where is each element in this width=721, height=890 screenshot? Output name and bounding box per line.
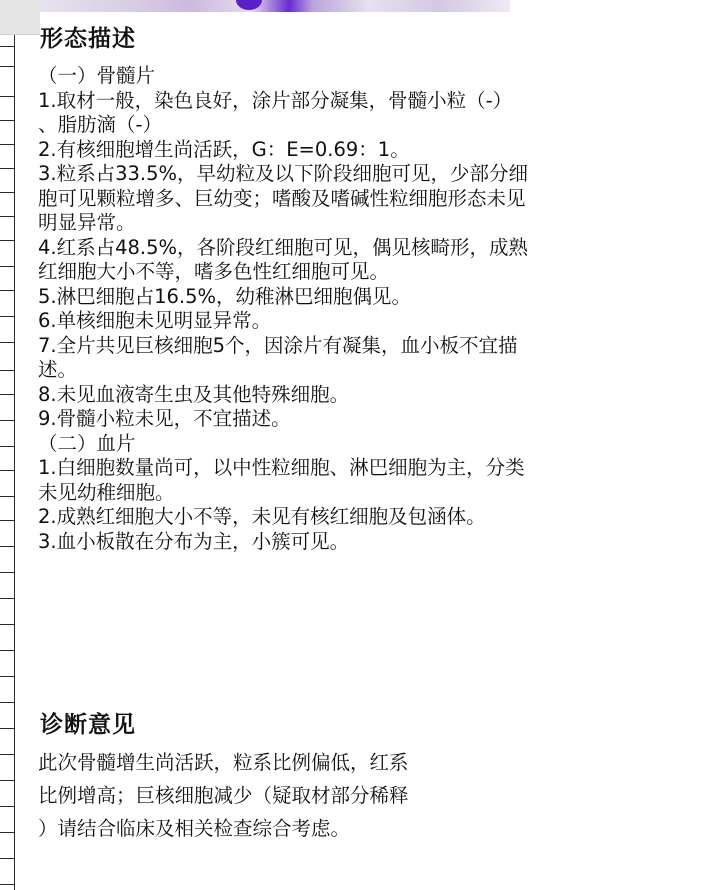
morphology-line: 述。 bbox=[38, 358, 78, 381]
table-row-divider bbox=[0, 46, 14, 47]
morphology-line: 1.取材一般，染色良好，涂片部分凝集，骨髓小粒（-） bbox=[38, 88, 513, 112]
morphology-line: 2.成熟红细胞大小不等，未见有核红细胞及包涵体。 bbox=[38, 505, 486, 528]
table-row-divider bbox=[0, 702, 14, 703]
morphology-line: 3.粒系占33.5%，早幼粒及以下阶段细胞可见，少部分细 bbox=[38, 162, 529, 185]
table-row-divider bbox=[0, 572, 14, 573]
diagnosis-line: ）请结合临床及相关检查综合考虑。 bbox=[38, 817, 351, 840]
table-row-divider bbox=[0, 496, 14, 497]
table-row-divider bbox=[0, 446, 14, 447]
morphology-line: 6.单核细胞未见明显异常。 bbox=[38, 309, 272, 332]
table-row-divider bbox=[0, 168, 14, 169]
table-row-divider bbox=[0, 546, 14, 547]
table-row-divider bbox=[0, 598, 14, 599]
table-row-divider bbox=[0, 624, 14, 625]
table-row-divider bbox=[0, 650, 14, 651]
table-row-divider bbox=[0, 754, 14, 755]
table-row-divider bbox=[0, 780, 14, 781]
morphology-line: 明显异常。 bbox=[38, 211, 136, 234]
table-row-divider bbox=[0, 470, 14, 471]
morphology-content bbox=[38, 64, 678, 554]
table-row-divider bbox=[0, 266, 14, 267]
table-row-divider bbox=[0, 240, 14, 241]
morphology-line: （二）血片 bbox=[38, 431, 136, 455]
left-table-border bbox=[0, 0, 15, 890]
table-row-divider bbox=[0, 96, 14, 97]
table-row-divider bbox=[0, 290, 14, 291]
stained-cell-shape bbox=[236, 0, 262, 10]
morphology-line: 1.白细胞数量尚可，以中性粒细胞、淋巴细胞为主，分类 bbox=[38, 456, 525, 479]
morphology-line: 2.有核细胞增生尚活跃，G：E=0.69：1。 bbox=[38, 137, 410, 161]
morphology-title: 形态描述 bbox=[40, 26, 136, 52]
diagnosis-title: 诊断意见 bbox=[40, 712, 136, 738]
morphology-line: 未见幼稚细胞。 bbox=[38, 480, 175, 504]
table-row-divider bbox=[0, 394, 14, 395]
morphology-line: 7.全片共见巨核细胞5个，因涂片有凝集，血小板不宜描 bbox=[38, 333, 518, 357]
table-row-divider bbox=[0, 858, 14, 859]
table-row-divider bbox=[0, 728, 14, 729]
table-row-divider bbox=[0, 520, 14, 521]
marrow-smear-photo-strip bbox=[40, 0, 510, 12]
table-row-divider bbox=[0, 216, 14, 217]
table-row-divider bbox=[0, 66, 14, 67]
diagnosis-line: 比例增高；巨核细胞减少（疑取材部分稀释 bbox=[38, 784, 409, 807]
table-row-divider bbox=[0, 370, 14, 371]
table-row-divider bbox=[0, 420, 14, 421]
table-row-divider bbox=[0, 884, 14, 885]
morphology-line: 3.血小板散在分布为主，小簇可见。 bbox=[38, 529, 350, 553]
table-row-divider bbox=[0, 192, 14, 193]
table-row-divider bbox=[0, 316, 14, 317]
table-row-divider bbox=[0, 120, 14, 121]
table-row-divider bbox=[0, 832, 14, 833]
diagnosis-line: 此次骨髓增生尚活跃，粒系比例偏低，红系 bbox=[38, 751, 409, 774]
header-cell-corner bbox=[0, 0, 40, 35]
table-row-divider bbox=[0, 676, 14, 677]
table-row-divider bbox=[0, 806, 14, 807]
morphology-line: 红细胞大小不等，嗜多色性红细胞可见。 bbox=[38, 260, 390, 283]
diagnosis-content bbox=[38, 746, 678, 845]
morphology-line: 5.淋巴细胞占16.5%，幼稚淋巴细胞偶见。 bbox=[38, 284, 412, 308]
table-row-divider bbox=[0, 342, 14, 343]
morphology-line: 8.未见血液寄生虫及其他特殊细胞。 bbox=[38, 382, 350, 406]
morphology-line: 、脂肪滴（-） bbox=[38, 113, 163, 136]
morphology-line: 胞可见颗粒增多、巨幼变；嗜酸及嗜碱性粒细胞形态未见 bbox=[38, 186, 526, 210]
table-row-divider bbox=[0, 144, 14, 145]
morphology-line: （一）骨髓片 bbox=[38, 64, 156, 87]
morphology-line: 9.骨髓小粒未见，不宜描述。 bbox=[38, 407, 291, 430]
morphology-line: 4.红系占48.5%，各阶段红细胞可见，偶见核畸形，成熟 bbox=[38, 235, 529, 259]
